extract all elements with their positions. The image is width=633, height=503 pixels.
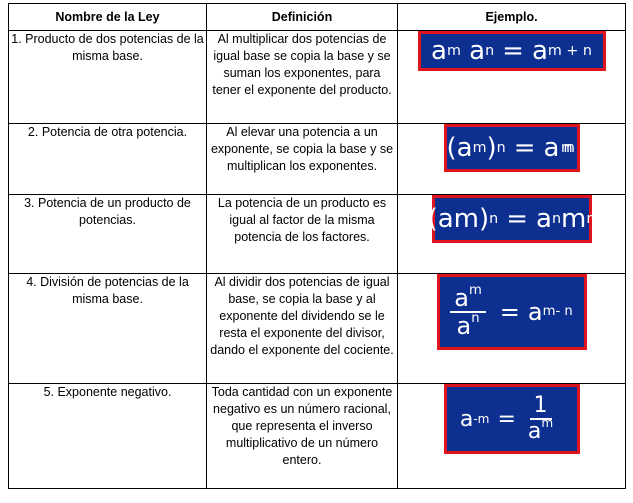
formula-base: a bbox=[459, 406, 474, 432]
formula-exponent: m bbox=[541, 416, 554, 431]
formula-base: a bbox=[431, 35, 447, 66]
header-row bbox=[9, 4, 626, 31]
law-example bbox=[398, 31, 626, 124]
law-name: 5. Exponente negativo. bbox=[9, 384, 207, 489]
formula-equals: = bbox=[497, 406, 516, 432]
formula-lhs: (am) bbox=[427, 203, 490, 234]
law-name: 3. Potencia de un producto de potencias. bbox=[9, 195, 207, 274]
law-example bbox=[398, 124, 626, 195]
formula-equals: = bbox=[499, 297, 520, 326]
law-example bbox=[398, 195, 626, 274]
formula-box: $\frac{a^m}{a^n}$ = a m- n bbox=[437, 274, 587, 350]
formula-equals: = bbox=[513, 132, 536, 163]
fraction-denominator bbox=[524, 416, 557, 444]
formula-box: a -m = $\frac{1}{a^m}$ bbox=[444, 384, 580, 454]
fraction-numerator: 1 bbox=[530, 394, 552, 420]
law-example bbox=[398, 274, 626, 384]
formula-close: ) bbox=[486, 132, 497, 163]
formula-base: m bbox=[561, 203, 587, 234]
formula-box: (am) n = a n m n bbox=[432, 195, 592, 243]
formula-base: a bbox=[536, 203, 552, 234]
formula-base: a bbox=[543, 132, 560, 163]
formula-fraction bbox=[524, 394, 557, 444]
formula-exponent: m bbox=[468, 282, 482, 298]
law-definition: Al dividir dos potencias de igual base, se copia la base y al exponente del dividendo se le resta el exponente del divisor, dando el exponente del cociente. bbox=[207, 274, 398, 384]
table-row bbox=[9, 274, 626, 384]
laws-of-exponents-table bbox=[8, 3, 626, 489]
law-definition: Al elevar una potencia a un exponente, se copia la base y se multiplican los exponentes. bbox=[207, 124, 398, 195]
table-row bbox=[9, 384, 626, 489]
formula-base: a bbox=[456, 312, 472, 340]
fraction-denominator bbox=[452, 313, 483, 339]
formula-base: a bbox=[527, 297, 543, 326]
formula-base: a bbox=[527, 419, 542, 444]
law-definition: Al multiplicar dos potencias de igual base se copia la base y se suman los exponentes, para tener el exponente del producto. bbox=[207, 31, 398, 124]
header-name: Nombre de la Ley bbox=[9, 4, 207, 31]
table-row bbox=[9, 195, 626, 274]
formula-equals: = bbox=[506, 203, 529, 234]
fraction-numerator bbox=[450, 282, 486, 313]
formula-exponent: n bbox=[471, 311, 480, 327]
table-row bbox=[9, 31, 626, 124]
law-name: 2. Potencia de otra potencia. bbox=[9, 124, 207, 195]
law-example bbox=[398, 384, 626, 489]
formula-box: a m a n = a m + n bbox=[418, 31, 606, 71]
header-definition: Definición bbox=[207, 4, 398, 31]
formula-open: (a bbox=[446, 132, 473, 163]
formula-base: a bbox=[531, 35, 548, 66]
table-row bbox=[9, 124, 626, 195]
formula-box: (a m ) n = a m n bbox=[444, 124, 580, 172]
formula-base: a bbox=[469, 35, 486, 66]
formula-base: a bbox=[454, 283, 469, 312]
header-example: Ejemplo. bbox=[398, 4, 626, 31]
law-name: 4. División de potencias de la misma base. bbox=[9, 274, 207, 384]
law-definition: Toda cantidad con un exponente negativo es un número racional, que representa el inverso multiplicativo de un número entero. bbox=[207, 384, 398, 489]
formula-fraction bbox=[450, 282, 486, 340]
law-name: 1. Producto de dos potencias de la misma base. bbox=[9, 31, 207, 124]
law-definition: La potencia de un producto es igual al factor de la misma potencia de los factores. bbox=[207, 195, 398, 274]
formula-equals: = bbox=[502, 35, 524, 66]
